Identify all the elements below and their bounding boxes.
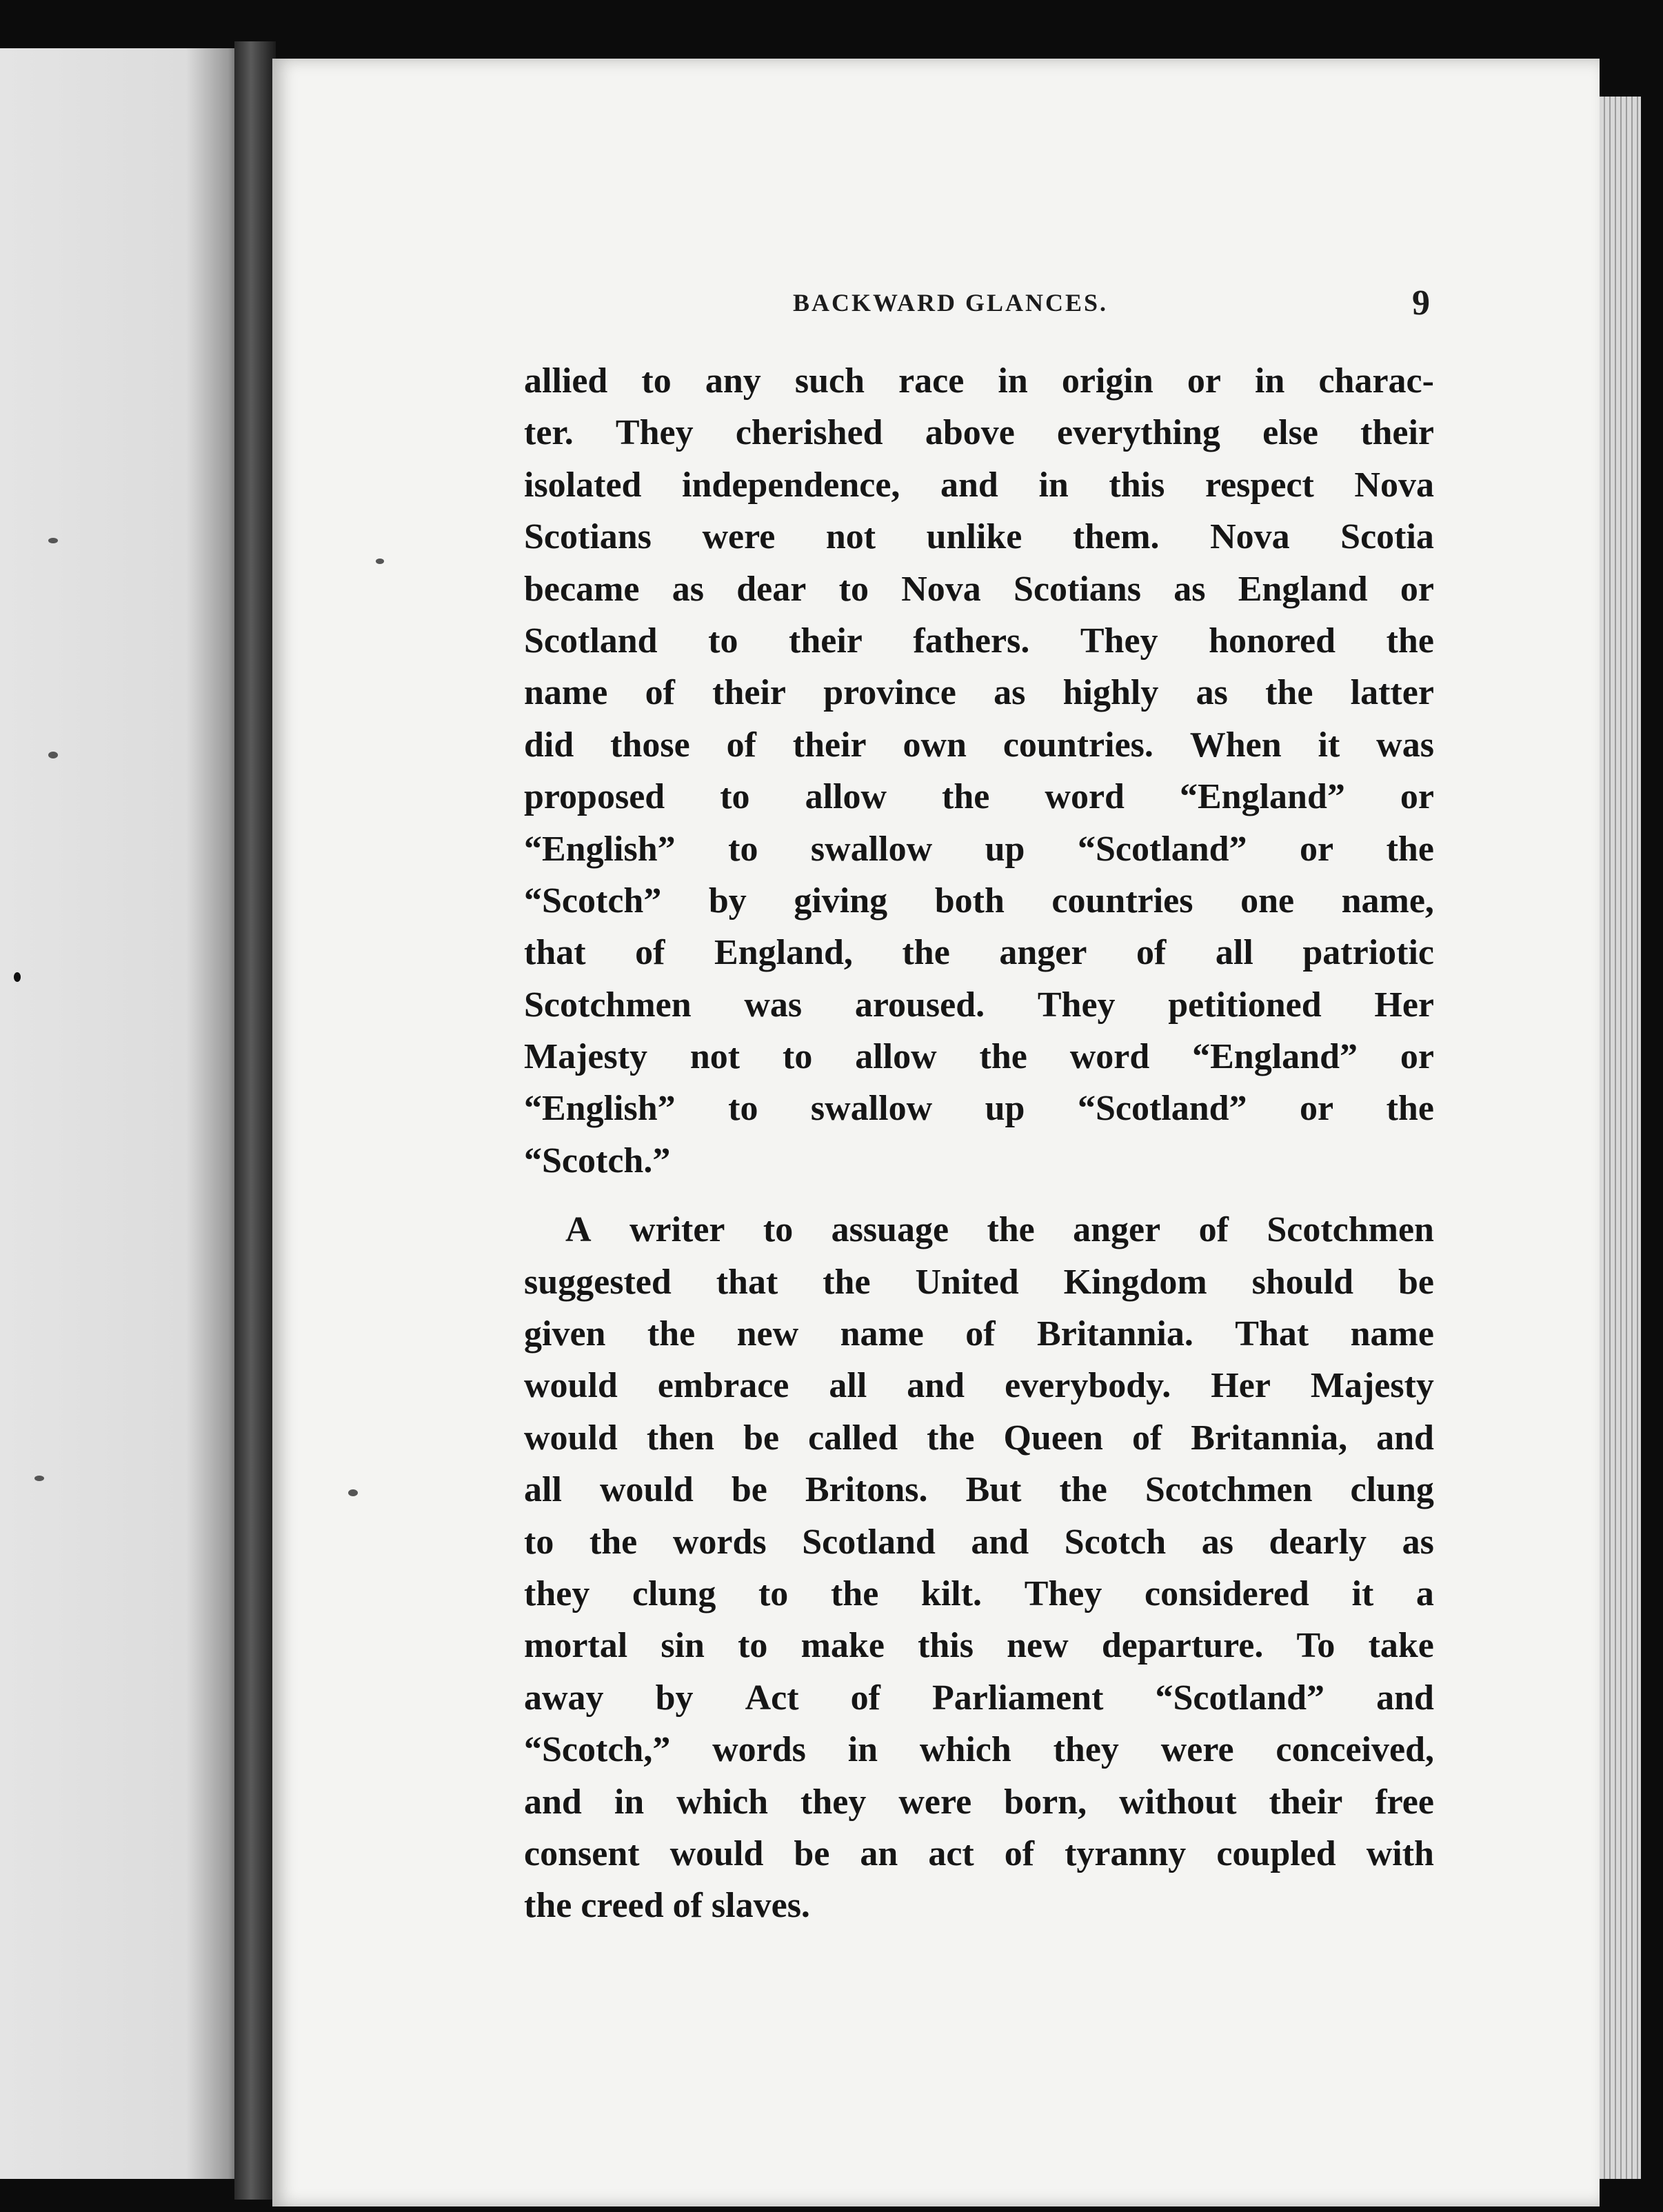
text-line: Scotland to their fathers. They honored the [524,621,1434,661]
text-line: away by Act of Parliament “Scotland” and [524,1678,1434,1718]
text-line: “Scotch,” words in which they were conceived, [524,1730,1434,1770]
text-line: became as dear to Nova Scotians as England or [524,569,1434,609]
paper-speck [48,538,58,543]
text-line: that of England, the anger of all patriotic [524,933,1434,973]
text-line: the creed of slaves. [524,1886,810,1926]
paragraph [524,355,1434,1187]
page-edges [1600,97,1641,2179]
text-line: given the new name of Britannia. That name [524,1314,1434,1354]
text-line: consent would be an act of tyranny coupled with [524,1833,1434,1873]
text-line: “English” to swallow up “Scotland” or the [524,829,1434,869]
text-line: “Scotch” by giving both countries one name, [524,881,1434,921]
text-line: and in which they were born, without their free [524,1782,1434,1822]
text-line: Scotchmen was aroused. They petitioned Her [524,985,1434,1025]
text-line: Majesty not to allow the word “England” or [524,1037,1434,1077]
text-line: Scotians were not unlike them. Nova Scotia [524,517,1434,557]
text-line: ter. They cherished above everything else their [524,413,1434,453]
text-line: would embrace all and everybody. Her Majesty [524,1366,1434,1406]
text-line: they clung to the kilt. They considered it a [524,1573,1434,1613]
running-head: BACKWARD GLANCES. [793,289,1109,316]
paper-speck [376,559,384,564]
paper-speck [34,1476,44,1481]
text-line: suggested that the United Kingdom should be [524,1262,1434,1302]
text-line: allied to any such race in origin or in charac- [524,361,1434,401]
paper-speck [348,1489,358,1496]
text-line: would then be called the Queen of Britannia, and [524,1418,1434,1458]
text-line: “Scotch.” [524,1140,671,1180]
text-line: “English” to swallow up “Scotland” or the [524,1089,1434,1129]
text-line: isolated independence, and in this respect Nova [524,465,1434,505]
text-line: A writer to assuage the anger of Scotchmen [565,1210,1434,1250]
page-number: 9 [1412,283,1430,323]
page-header [793,283,1434,331]
text-line: all would be Britons. But the Scotchmen clung [524,1470,1434,1510]
text-line: name of their province as highly as the latter [524,673,1434,713]
text-line: mortal sin to make this new departure. To take [524,1626,1434,1666]
paper-speck [48,752,58,758]
text-line: did those of their own countries. When it was [524,725,1434,765]
paragraph [524,1204,1434,1931]
facing-page [0,48,248,2179]
body-text [524,355,1434,1932]
paper-speck [14,972,21,982]
text-line: proposed to allow the word “England” or [524,777,1434,817]
book-gutter [234,41,276,2200]
text-line: to the words Scotland and Scotch as dearly as [524,1522,1434,1562]
